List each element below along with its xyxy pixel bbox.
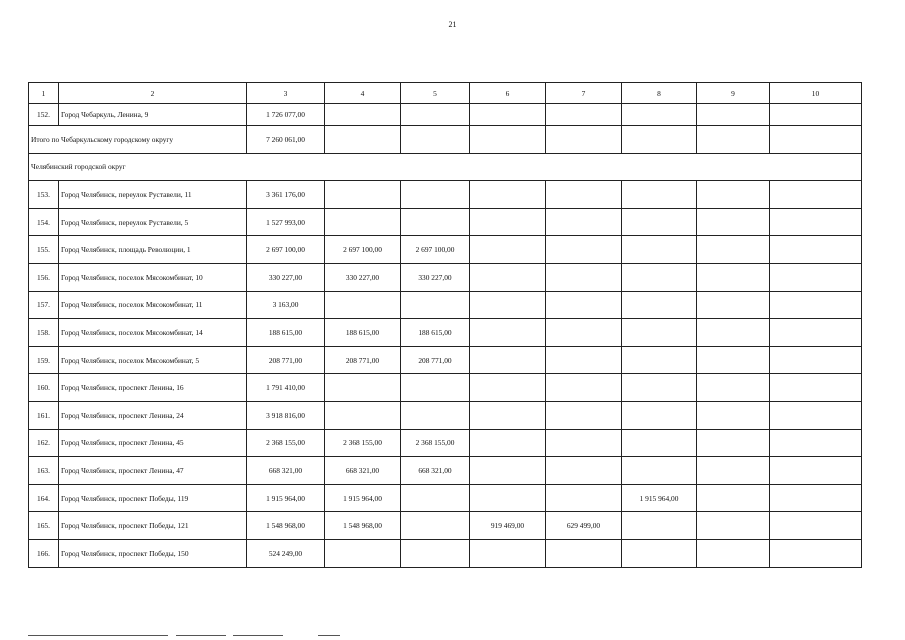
column-header: 7 [546, 83, 622, 104]
amount-cell [401, 512, 470, 540]
amount-cell [622, 181, 697, 209]
amount-cell: 3 918 816,00 [247, 401, 325, 429]
amount-cell [697, 236, 770, 264]
amount-cell [401, 104, 470, 126]
address-cell: Город Челябинск, проспект Ленина, 24 [59, 401, 247, 429]
amount-cell [770, 539, 862, 567]
amount-cell [546, 429, 622, 457]
amount-cell [401, 484, 470, 512]
amount-cell: 2 697 100,00 [247, 236, 325, 264]
amount-cell [697, 457, 770, 485]
amount-cell [622, 429, 697, 457]
address-cell: Город Челябинск, поселок Мясокомбинат, 14 [59, 319, 247, 347]
amount-cell [546, 236, 622, 264]
amount-cell [697, 429, 770, 457]
amount-cell [546, 291, 622, 319]
amount-cell: 188 615,00 [401, 319, 470, 347]
address-cell: Город Челябинск, проспект Ленина, 16 [59, 374, 247, 402]
amount-cell [770, 104, 862, 126]
footer-rule [28, 635, 358, 639]
total-label: Итого по Чебаркульскому городскому округу [29, 126, 247, 154]
amount-cell [401, 291, 470, 319]
amount-cell [697, 291, 770, 319]
amount-cell [622, 512, 697, 540]
amount-cell [401, 181, 470, 209]
table-row [29, 181, 862, 209]
amount-cell [770, 512, 862, 540]
column-header: 8 [622, 83, 697, 104]
row-number: 154. [29, 208, 59, 236]
amount-cell [470, 457, 546, 485]
amount-cell [546, 374, 622, 402]
table-row [29, 484, 862, 512]
amount-cell [622, 457, 697, 485]
address-cell: Город Челябинск, площадь Революции, 1 [59, 236, 247, 264]
address-cell: Город Челябинск, проспект Победы, 150 [59, 539, 247, 567]
amount-cell: 7 260 061,00 [247, 126, 325, 154]
table-header-row [29, 83, 862, 104]
amount-cell [622, 208, 697, 236]
amount-cell: 919 469,00 [470, 512, 546, 540]
address-cell: Город Челябинск, проспект Победы, 119 [59, 484, 247, 512]
amount-cell: 2 368 155,00 [247, 429, 325, 457]
table-row [29, 263, 862, 291]
amount-cell [546, 263, 622, 291]
amount-cell [697, 104, 770, 126]
amount-cell: 668 321,00 [325, 457, 401, 485]
amount-cell [546, 181, 622, 209]
amount-cell [697, 401, 770, 429]
amount-cell [546, 457, 622, 485]
amount-cell [325, 181, 401, 209]
amount-cell [325, 401, 401, 429]
amount-cell: 330 227,00 [325, 263, 401, 291]
table-row [29, 208, 862, 236]
address-cell: Город Челябинск, поселок Мясокомбинат, 10 [59, 263, 247, 291]
amount-cell [546, 126, 622, 154]
row-number: 152. [29, 104, 59, 126]
row-number: 165. [29, 512, 59, 540]
amount-cell [546, 319, 622, 347]
page-number: 21 [448, 20, 457, 29]
amount-cell [401, 126, 470, 154]
amount-cell [401, 539, 470, 567]
address-cell: Город Челябинск, проспект Ленина, 47 [59, 457, 247, 485]
amount-cell [697, 374, 770, 402]
table-row [29, 401, 862, 429]
amount-cell [770, 346, 862, 374]
amount-cell [770, 236, 862, 264]
amount-cell [770, 126, 862, 154]
amount-cell [470, 126, 546, 154]
amount-cell [622, 126, 697, 154]
table-row [29, 457, 862, 485]
amount-cell [622, 539, 697, 567]
amount-cell [325, 291, 401, 319]
amount-cell: 629 499,00 [546, 512, 622, 540]
data-table [28, 82, 862, 568]
table-row [29, 429, 862, 457]
column-header: 9 [697, 83, 770, 104]
amount-cell [622, 104, 697, 126]
amount-cell [470, 401, 546, 429]
amount-cell: 1 527 993,00 [247, 208, 325, 236]
row-number: 164. [29, 484, 59, 512]
row-number: 162. [29, 429, 59, 457]
amount-cell [470, 291, 546, 319]
amount-cell [470, 346, 546, 374]
amount-cell [470, 539, 546, 567]
amount-cell: 1 548 968,00 [325, 512, 401, 540]
amount-cell [401, 208, 470, 236]
amount-cell [546, 539, 622, 567]
column-header: 5 [401, 83, 470, 104]
amount-cell: 208 771,00 [247, 346, 325, 374]
amount-cell: 3 361 176,00 [247, 181, 325, 209]
section-title: Челябинский городской округ [29, 153, 862, 181]
table-row [29, 374, 862, 402]
column-header: 3 [247, 83, 325, 104]
amount-cell [325, 374, 401, 402]
amount-cell [770, 457, 862, 485]
amount-cell [546, 484, 622, 512]
row-number: 161. [29, 401, 59, 429]
amount-cell [697, 512, 770, 540]
amount-cell [470, 208, 546, 236]
amount-cell [770, 374, 862, 402]
amount-cell [622, 401, 697, 429]
amount-cell [470, 236, 546, 264]
amount-cell [770, 429, 862, 457]
amount-cell [697, 181, 770, 209]
amount-cell [697, 263, 770, 291]
amount-cell [697, 484, 770, 512]
amount-cell [622, 263, 697, 291]
table-row [29, 236, 862, 264]
amount-cell [325, 208, 401, 236]
total-row [29, 126, 862, 154]
amount-cell: 668 321,00 [401, 457, 470, 485]
table-row [29, 346, 862, 374]
amount-cell [770, 319, 862, 347]
column-header: 10 [770, 83, 862, 104]
row-number: 166. [29, 539, 59, 567]
amount-cell: 188 615,00 [247, 319, 325, 347]
amount-cell [470, 181, 546, 209]
row-number: 158. [29, 319, 59, 347]
amount-cell: 330 227,00 [247, 263, 325, 291]
amount-cell: 330 227,00 [401, 263, 470, 291]
column-header: 1 [29, 83, 59, 104]
amount-cell: 524 249,00 [247, 539, 325, 567]
amount-cell: 2 697 100,00 [401, 236, 470, 264]
amount-cell [770, 181, 862, 209]
amount-cell: 668 321,00 [247, 457, 325, 485]
amount-cell: 208 771,00 [325, 346, 401, 374]
amount-cell [622, 236, 697, 264]
amount-cell [770, 208, 862, 236]
amount-cell [470, 104, 546, 126]
address-cell: Город Челябинск, поселок Мясокомбинат, 11 [59, 291, 247, 319]
amount-cell [622, 291, 697, 319]
address-cell: Город Челябинск, проспект Победы, 121 [59, 512, 247, 540]
amount-cell: 1 726 077,00 [247, 104, 325, 126]
amount-cell: 2 697 100,00 [325, 236, 401, 264]
table-row [29, 291, 862, 319]
amount-cell [770, 484, 862, 512]
amount-cell [325, 126, 401, 154]
address-cell: Город Челябинск, переулок Руставели, 5 [59, 208, 247, 236]
amount-cell: 1 915 964,00 [622, 484, 697, 512]
amount-cell [697, 539, 770, 567]
amount-cell [622, 346, 697, 374]
amount-cell [697, 208, 770, 236]
amount-cell: 2 368 155,00 [325, 429, 401, 457]
amount-cell: 3 163,00 [247, 291, 325, 319]
amount-cell [697, 346, 770, 374]
section-row [29, 153, 862, 181]
amount-cell: 208 771,00 [401, 346, 470, 374]
address-cell: Город Челябинск, проспект Ленина, 45 [59, 429, 247, 457]
row-number: 163. [29, 457, 59, 485]
address-cell: Город Челябинск, переулок Руставели, 11 [59, 181, 247, 209]
amount-cell [546, 346, 622, 374]
amount-cell [470, 429, 546, 457]
amount-cell: 1 548 968,00 [247, 512, 325, 540]
column-header: 4 [325, 83, 401, 104]
table-row [29, 512, 862, 540]
amount-cell [470, 319, 546, 347]
amount-cell: 2 368 155,00 [401, 429, 470, 457]
amount-cell [770, 291, 862, 319]
amount-cell [622, 319, 697, 347]
amount-cell [401, 374, 470, 402]
amount-cell [697, 319, 770, 347]
row-number: 157. [29, 291, 59, 319]
column-header: 6 [470, 83, 546, 104]
amount-cell [470, 374, 546, 402]
row-number: 160. [29, 374, 59, 402]
row-number: 153. [29, 181, 59, 209]
row-number: 159. [29, 346, 59, 374]
table-row [29, 539, 862, 567]
amount-cell [470, 263, 546, 291]
address-cell: Город Челябинск, поселок Мясокомбинат, 5 [59, 346, 247, 374]
column-header: 2 [59, 83, 247, 104]
amount-cell [546, 208, 622, 236]
amount-cell [770, 401, 862, 429]
amount-cell [622, 374, 697, 402]
amount-cell: 1 915 964,00 [325, 484, 401, 512]
table-row [29, 319, 862, 347]
row-number: 156. [29, 263, 59, 291]
row-number: 155. [29, 236, 59, 264]
amount-cell: 1 791 410,00 [247, 374, 325, 402]
amount-cell [697, 126, 770, 154]
amount-cell: 1 915 964,00 [247, 484, 325, 512]
address-cell: Город Чебаркуль, Ленина, 9 [59, 104, 247, 126]
table-row [29, 104, 862, 126]
amount-cell: 188 615,00 [325, 319, 401, 347]
amount-cell [325, 539, 401, 567]
amount-cell [470, 484, 546, 512]
amount-cell [401, 401, 470, 429]
amount-cell [546, 401, 622, 429]
amount-cell [770, 263, 862, 291]
amount-cell [546, 104, 622, 126]
amount-cell [325, 104, 401, 126]
